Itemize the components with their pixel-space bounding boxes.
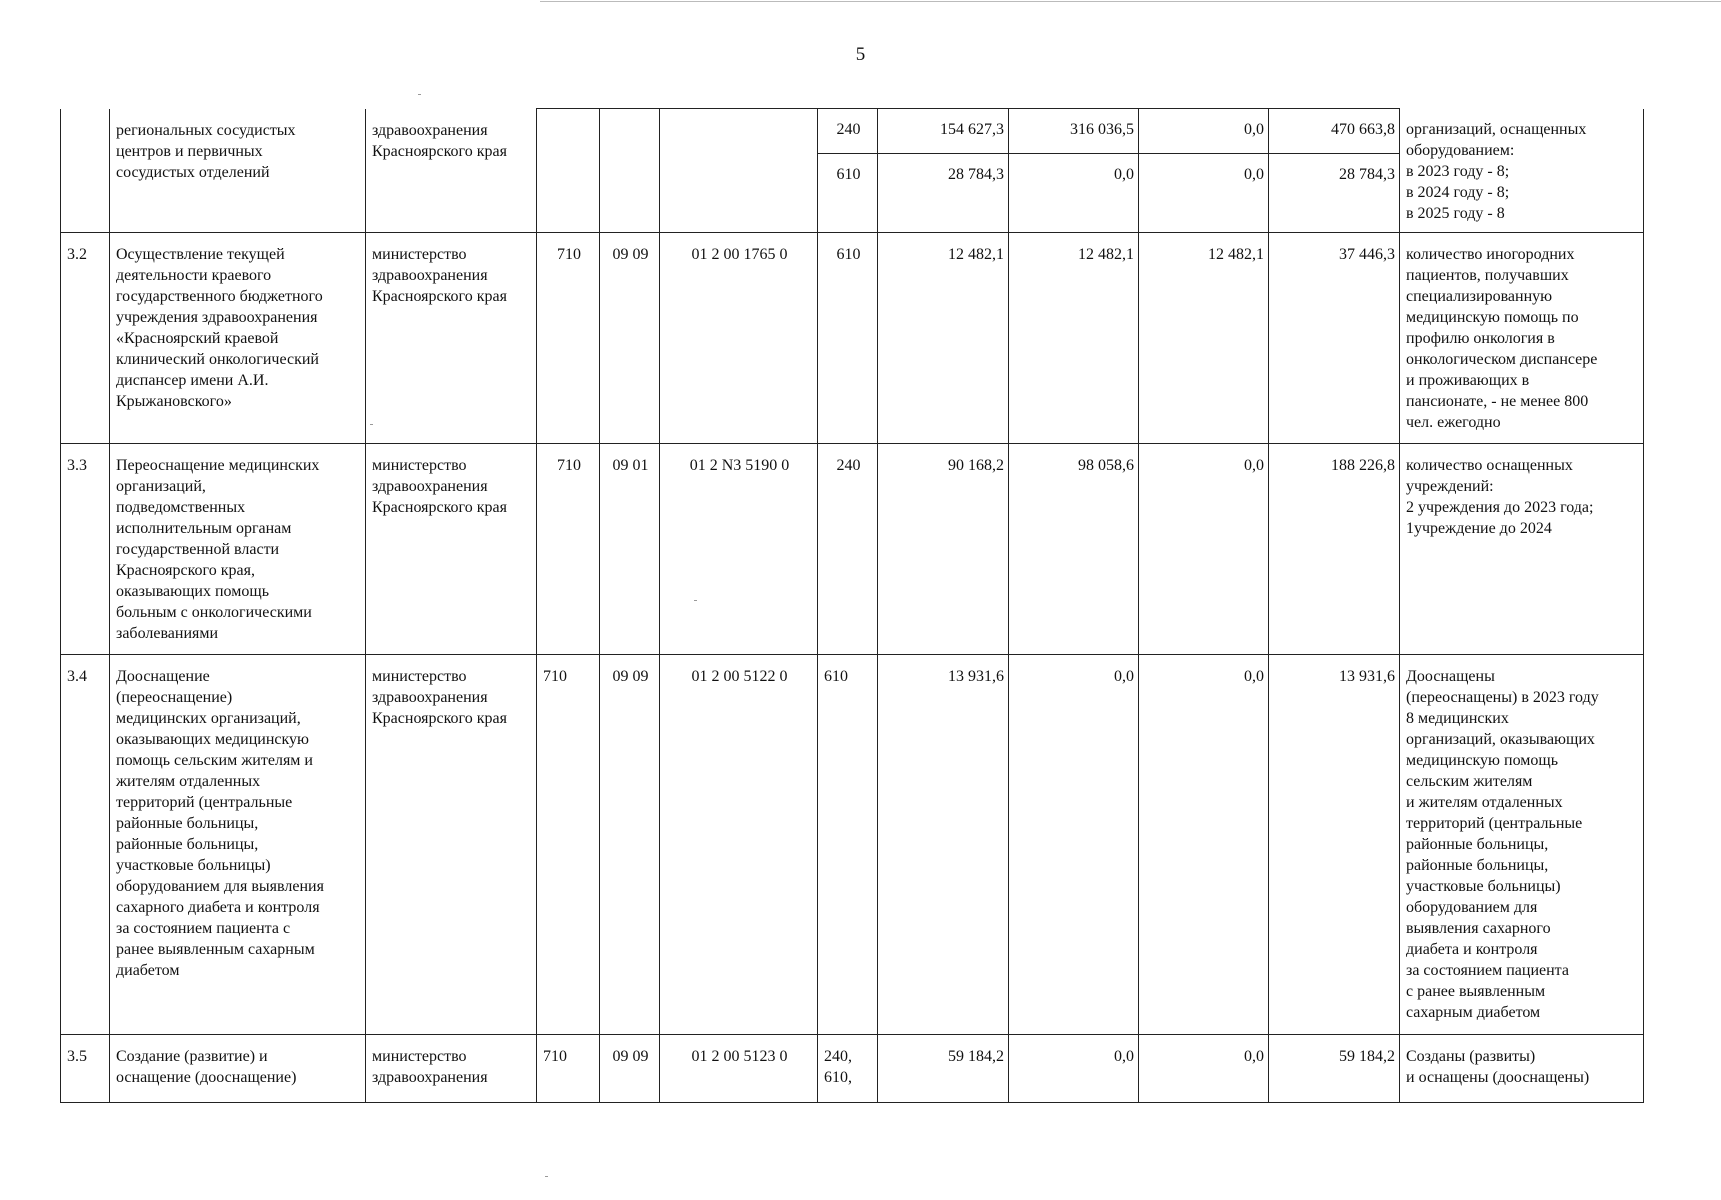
activity-name: Переоснащение медицинских организаций, подведомственных исполнительным органам государственной власти Красноярского края, оказывающих помощь больным с онкологическими заболеваниями: [110, 443, 366, 654]
page-number: 5: [855, 44, 866, 65]
csr-code: 01 2 N3 5190 0: [660, 443, 818, 654]
grbs-code: 710: [537, 654, 600, 1034]
expected-result: организаций, оснащенных оборудованием: в 2023 году - 8; в 2024 году - 8; в 2025 году - 8: [1400, 109, 1644, 233]
amount-2025: 0,0: [1139, 154, 1269, 232]
scan-speck: [545, 1176, 548, 1177]
table-row: [61, 232, 1644, 443]
csr-code: 01 2 00 5122 0: [660, 654, 818, 1034]
executor: здравоохранения Красноярского края: [366, 109, 537, 233]
table-row: [61, 109, 1644, 154]
csr-code: [660, 109, 818, 233]
amount-2024: 0,0: [1009, 154, 1139, 232]
row-number: 3.4: [61, 654, 110, 1034]
amount-2025: 0,0: [1139, 654, 1269, 1034]
amount-2023: 154 627,3: [878, 109, 1009, 154]
amount-total: 59 184,2: [1269, 1034, 1400, 1102]
scan-top-edge: [540, 1, 1721, 2]
grbs-code: 710: [537, 443, 600, 654]
row-number: [61, 109, 110, 233]
vr-code: 610: [818, 654, 878, 1034]
amount-2023: 28 784,3: [878, 154, 1009, 232]
rzpr-code: 09 01: [600, 443, 660, 654]
grbs-code: 710: [537, 232, 600, 443]
vr-code: 240: [818, 109, 878, 154]
amount-2025: 0,0: [1139, 1034, 1269, 1102]
amount-total: 28 784,3: [1269, 154, 1400, 232]
table-row: [61, 654, 1644, 1034]
table-row: [61, 443, 1644, 654]
executor: министерство здравоохранения Красноярского края: [366, 443, 537, 654]
scan-speck: [418, 94, 421, 95]
amount-2024: 12 482,1: [1009, 232, 1139, 443]
csr-code: 01 2 00 1765 0: [660, 232, 818, 443]
amount-2023: 59 184,2: [878, 1034, 1009, 1102]
grbs-code: 710: [537, 1034, 600, 1102]
expected-result: количество иногородних пациентов, получавших специализированную медицинскую помощь по профилю онкология в онкологическом диспансере и проживающих в пансионате, - не менее 800 чел. ежегодно: [1400, 232, 1644, 443]
activity-name: региональных сосудистых центров и первичных сосудистых отделений: [110, 109, 366, 233]
activity-name: Дооснащение (переоснащение) медицинских организаций, оказывающих медицинскую помощь сельским жителям и жителям отдаленных территорий (центральные районные больницы, районные больницы, участковые больницы) оборудованием для выявления сахарного диабета и контроля за состоянием пациента с ранее выявленным сахарным диабетом: [110, 654, 366, 1034]
amount-2025: 0,0: [1139, 443, 1269, 654]
amount-2024: 0,0: [1009, 654, 1139, 1034]
expected-result: количество оснащенных учреждений: 2 учреждения до 2023 года; 1учреждение до 2024: [1400, 443, 1644, 654]
amount-2025: 0,0: [1139, 109, 1269, 154]
row-number: 3.3: [61, 443, 110, 654]
vr-code: 240: [818, 443, 878, 654]
amount-2023: 90 168,2: [878, 443, 1009, 654]
vr-code: 240, 610,: [818, 1034, 878, 1102]
amount-total: 37 446,3: [1269, 232, 1400, 443]
executor: министерство здравоохранения Красноярского края: [366, 654, 537, 1034]
rzpr-code: 09 09: [600, 1034, 660, 1102]
vr-code: 610: [818, 154, 878, 232]
amount-total: 470 663,8: [1269, 109, 1400, 154]
rzpr-code: 09 09: [600, 654, 660, 1034]
amount-total: 13 931,6: [1269, 654, 1400, 1034]
amount-2025: 12 482,1: [1139, 232, 1269, 443]
activity-name: Осуществление текущей деятельности краевого государственного бюджетного учреждения здравоохранения «Красноярский краевой клинический онкологический диспансер имени А.И. Крыжановского»: [110, 232, 366, 443]
rzpr-code: 09 09: [600, 232, 660, 443]
executor: министерство здравоохранения Красноярского края: [366, 232, 537, 443]
expected-result: Созданы (развиты) и оснащены (дооснащены): [1400, 1034, 1644, 1102]
table-row: [61, 1034, 1644, 1102]
amount-2024: 98 058,6: [1009, 443, 1139, 654]
vr-code: 610: [818, 232, 878, 443]
amount-total: 188 226,8: [1269, 443, 1400, 654]
amount-2023: 12 482,1: [878, 232, 1009, 443]
program-activities-table: [60, 108, 1644, 1103]
amount-2024: 0,0: [1009, 1034, 1139, 1102]
amount-2023: 13 931,6: [878, 654, 1009, 1034]
row-number: 3.5: [61, 1034, 110, 1102]
grbs-code: [537, 109, 600, 233]
csr-code: 01 2 00 5123 0: [660, 1034, 818, 1102]
activity-name: Создание (развитие) и оснащение (дооснащение): [110, 1034, 366, 1102]
executor: министерство здравоохранения: [366, 1034, 537, 1102]
amount-2024: 316 036,5: [1009, 109, 1139, 154]
expected-result: Дооснащены (переоснащены) в 2023 году 8 медицинских организаций, оказывающих медицинскую помощь сельским жителям и жителям отдаленных территорий (центральные районные больницы, районные больницы, участковые больницы) оборудованием для выявления сахарного диабета и контроля за состоянием пациента с ранее выявленным сахарным диабетом: [1400, 654, 1644, 1034]
rzpr-code: [600, 109, 660, 233]
row-number: 3.2: [61, 232, 110, 443]
